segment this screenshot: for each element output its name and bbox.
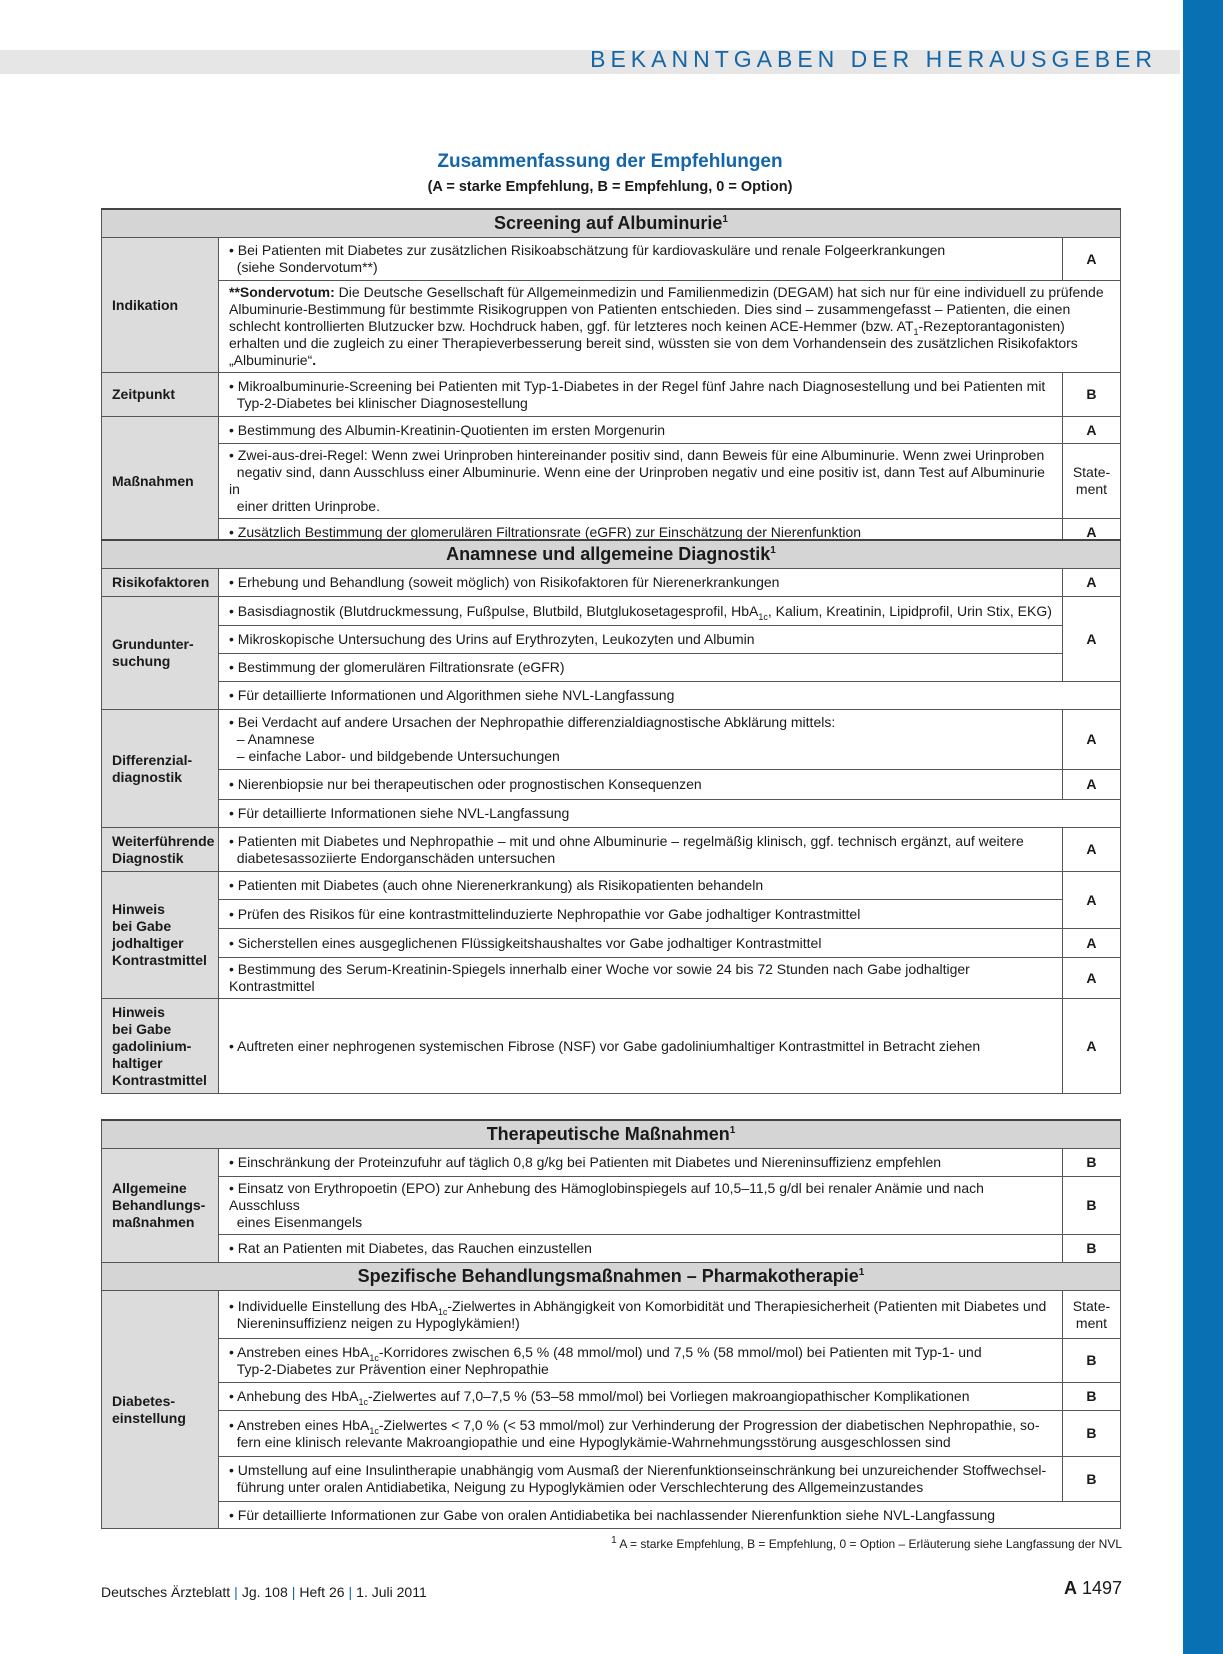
- journal-name: Deutsches Ärzteblatt: [101, 1584, 231, 1600]
- grade-cell: B: [1062, 1177, 1120, 1235]
- page-prefix: A: [1063, 1578, 1077, 1598]
- grade-cell: B: [1062, 373, 1120, 417]
- special-vote-text: **Sondervotum: Die Deutsche Gesellschaft für Allgemeinmedizin und Familienmedizin (DEGAM) hat sich nur für eine individuell zu prüfende Albuminurie-Bestimmung für bestimmte Risikogruppen von Patienten entschieden. Dies sind – zusammengefasst – Patienten, die einen schlecht kontrollierten Blutzucker bzw. Hochdruck haben, ggf. für letzteres noch keinen ACE-Hemmer (bzw. $AT_1-Rezeptorantagonisten$) erhalten und die zugleich zu einer Therapieverbesserung bereit sind, wüssten sie von dem Vorhandensein des zusätzlichen Risikofaktors „Albuminurie“.: [219, 281, 1121, 373]
- recommendation-text: • Anstreben eines HbA$_{1c}$-Zielwertes < 7,0 % (< 53 mmol/mol) zur Verhinderung der Progression der diabetischen Nephropathie, so- fern eine klinisch relevante Makroangiopathie und eine Hypoglykämie-Wahrnehmungsstörung ausgeschlossen sind: [219, 1411, 1063, 1457]
- grade-cell: A: [1062, 958, 1120, 999]
- recommendation-text: • Mikroalbuminurie-Screening bei Patienten mit Typ-1-Diabetes in der Regel fünf Jahre nach Diagnosestellung und bei Patienten mit Typ-2-Diabetes bei klinischer Diagnosestellung: [219, 373, 1063, 417]
- category-cell: Indikation: [102, 238, 219, 373]
- grade-cell: A: [1062, 872, 1120, 929]
- footer-citation: Deutsches Ärzteblatt | Jg. 108 | Heft 26 | 1. Juli 2011: [101, 1584, 427, 1600]
- recommendation-text: • Anhebung des HbA$_{1c}$-Zielwertes auf 7,0–7,5 % (53–58 mmol/mol) bei Vorliegen makroangiopathischer Komplikationen: [219, 1383, 1063, 1411]
- table-heading: Screening auf Albuminurie$^1$: [102, 209, 1121, 238]
- table-heading: Therapeutische Maßnahmen$^1$: [102, 1120, 1121, 1149]
- category-cell: Diabetes- einstellung: [102, 1291, 219, 1529]
- grade-cell: B: [1062, 1235, 1120, 1263]
- grade-cell: State- ment: [1062, 1291, 1120, 1339]
- grade-cell: A: [1062, 519, 1120, 546]
- heading-text: Screening auf Albuminurie: [494, 213, 723, 233]
- page-number-value: 1497: [1081, 1578, 1122, 1598]
- recommendation-text: • Anstreben eines HbA$_{1c}$-Korridores zwischen 6,5 % (48 mmol/mol) und 7,5 % (58 mmol/mol) bei Patienten mit Typ-1- und Typ-2-Diabetes zur Prävention einer Nephropathie: [219, 1339, 1063, 1383]
- table-heading: Spezifische Behandlungsmaßnahmen – Pharmakotherapie$^1$: [102, 1263, 1121, 1291]
- grade-cell: B: [1062, 1149, 1120, 1177]
- table-anamnese: [101, 539, 1121, 1094]
- grade-cell: State- ment: [1062, 444, 1120, 519]
- table-screening: [101, 208, 1121, 546]
- recommendation-text: • Zusätzlich Bestimmung der glomerulären Filtrationsrate (eGFR) zur Einschätzung der Nierenfunktion: [219, 519, 1063, 546]
- recommendation-text: • Basisdiagnostik (Blutdruckmessung, Fußpulse, Blutbild, Blutglukosetagesprofil, HbA$_{1c}$, Kalium, Kreatinin, Lipidprofil, Urin Stix, EKG): [219, 597, 1063, 626]
- recommendation-text: • Einschränkung der Proteinzufuhr auf täglich 0,8 g/kg bei Patienten mit Diabetes und Niereninsuffizienz empfehlen: [219, 1149, 1063, 1177]
- grade-cell: A: [1062, 770, 1120, 800]
- recommendation-text: • Rat an Patienten mit Diabetes, das Rauchen einzustellen: [219, 1235, 1063, 1263]
- journal-issue: Heft 26: [299, 1584, 345, 1600]
- recommendation-text: • Sicherstellen eines ausgeglichenen Flüssigkeitshaushaltes vor Gabe jodhaltiger Kontrastmittel: [219, 929, 1063, 958]
- footnote-text: A = starke Empfehlung, B = Empfehlung, 0 = Option – Erläuterung siehe Langfassung der NVL: [619, 1537, 1122, 1551]
- grade-cell: A: [1062, 597, 1120, 682]
- category-cell: Maßnahmen: [102, 417, 219, 546]
- category-cell: Weiterführende Diagnostik: [102, 828, 219, 872]
- section-header: BEKANNTGABEN DER HERAUSGEBER: [590, 46, 1157, 72]
- journal-date: 1. Juli 2011: [356, 1584, 427, 1600]
- info-text: • Für detaillierte Informationen siehe NVL-Langfassung: [219, 800, 1121, 828]
- recommendation-text: • Bei Verdacht auf andere Ursachen der Nephropathie differenzialdiagnostische Abklärung mittels: – Anamnese – einfache Labor- und bildgebende Untersuchungen: [219, 710, 1063, 770]
- recommendation-text: • Individuelle Einstellung des HbA$_{1c}$-Zielwertes in Abhängigkeit von Komorbidität und Therapiesicherheit (Patienten mit Diabetes und Niereninsuffizienz neigen zu Hypoglykämien!): [219, 1291, 1063, 1339]
- recommendation-text: • Umstellung auf eine Insulintherapie unabhängig vom Ausmaß der Nierenfunktionseinschränkung bei unzureichender Stoffwechsel- führung unter oralen Antidiabetika, Neigung zu Hypoglykämien oder Verschlechterung des Allgemeinzustandes: [219, 1457, 1063, 1502]
- grade-cell: A: [1062, 929, 1120, 958]
- recommendation-text: • Bestimmung der glomerulären Filtrationsrate (eGFR): [219, 654, 1063, 682]
- grade-cell: A: [1062, 569, 1120, 597]
- side-color-bar: [1183, 0, 1223, 1654]
- recommendation-text: • Prüfen des Risikos für eine kontrastmittelinduzierte Nephropathie vor Gabe jodhaltiger Kontrastmittel: [219, 900, 1063, 929]
- recommendation-text: • Mikroskopische Untersuchung des Urins auf Erythrozyten, Leukozyten und Albumin: [219, 626, 1063, 654]
- page-title: Zusammenfassung der Empfehlungen: [437, 151, 783, 172]
- info-text: • Für detaillierte Informationen zur Gabe von oralen Antidiabetika bei nachlassender Nierenfunktion siehe NVL-Langfassung: [219, 1502, 1121, 1529]
- category-cell: Hinweis bei Gabe jodhaltiger Kontrastmittel: [102, 872, 219, 999]
- recommendation-text: • Patienten mit Diabetes und Nephropathie – mit und ohne Albuminurie – regelmäßig klinisch, ggf. technisch ergänzt, auf weitere diabetesassoziierte Endorganschäden untersuchen: [219, 828, 1063, 872]
- grade-cell: A: [1062, 238, 1120, 281]
- category-cell: Grundunter- suchung: [102, 597, 219, 710]
- recommendation-text: • Zwei-aus-drei-Regel: Wenn zwei Urinproben hintereinander positiv sind, dann Beweis für eine Albuminurie. Wenn zwei Urinproben negativ sind, dann Ausschluss einer Albuminurie. Wenn eine der Urinproben negativ und eine positiv ist, dann Test auf Albuminurie in einer dritten Urinprobe.: [219, 444, 1063, 519]
- heading-text: Spezifische Behandlungsmaßnahmen – Pharmakotherapie: [357, 1266, 859, 1286]
- recommendation-text: • Bestimmung des Serum-Kreatinin-Spiegels innerhalb einer Woche vor sowie 24 bis 72 Stunden nach Gabe jodhaltiger Kontrastmittel: [219, 958, 1063, 999]
- grade-cell: B: [1062, 1457, 1120, 1502]
- grade-cell: A: [1062, 828, 1120, 872]
- grade-cell: B: [1062, 1411, 1120, 1457]
- journal-volume: Jg. 108: [241, 1584, 288, 1600]
- grade-cell: A: [1062, 999, 1120, 1094]
- heading-text: Therapeutische Maßnahmen: [486, 1124, 730, 1144]
- recommendation-text: • Auftreten einer nephrogenen systemischen Fibrose (NSF) vor Gabe gadoliniumhaltiger Kontrastmittel in Betracht ziehen: [219, 999, 1063, 1094]
- table-heading: Anamnese und allgemeine Diagnostik$^1$: [102, 540, 1121, 569]
- grade-cell: A: [1062, 710, 1120, 770]
- category-cell: Allgemeine Behandlungs- maßnahmen: [102, 1149, 219, 1263]
- recommendation-text: • Erhebung und Behandlung (soweit möglich) von Risikofaktoren für Nierenerkrankungen: [219, 569, 1063, 597]
- grade-cell: A: [1062, 417, 1120, 444]
- category-cell: Hinweis bei Gabe gadolinium- haltiger Kontrastmittel: [102, 999, 219, 1094]
- table-therapie: [101, 1119, 1121, 1529]
- recommendation-text: • Einsatz von Erythropoetin (EPO) zur Anhebung des Hämoglobinspiegels auf 10,5–11,5 g/dl bei renaler Anämie und nach Ausschluss eines Eisenmangels: [219, 1177, 1063, 1235]
- category-cell: Zeitpunkt: [102, 373, 219, 417]
- category-cell: Differenzial- diagnostik: [102, 710, 219, 828]
- page-subtitle: (A = starke Empfehlung, B = Empfehlung, 0 = Option): [427, 179, 793, 195]
- recommendation-text: • Nierenbiopsie nur bei therapeutischen oder prognostischen Konsequenzen: [219, 770, 1063, 800]
- grade-cell: B: [1062, 1383, 1120, 1411]
- heading-text: Anamnese und allgemeine Diagnostik: [446, 544, 771, 564]
- footnote: $^1$ A = starke Empfehlung, B = Empfehlung, 0 = Option – Erläuterung siehe Langfassung der NVL: [611, 1535, 1122, 1551]
- info-text: • Für detaillierte Informationen und Algorithmen siehe NVL-Langfassung: [219, 682, 1121, 710]
- page-number: [1064, 1578, 1122, 1599]
- category-cell: Risikofaktoren: [102, 569, 219, 597]
- recommendation-text: • Patienten mit Diabetes (auch ohne Nierenerkrankung) als Risikopatienten behandeln: [219, 872, 1063, 900]
- recommendation-text: • Bestimmung des Albumin-Kreatinin-Quotienten im ersten Morgenurin: [219, 417, 1063, 444]
- recommendation-text: • Bei Patienten mit Diabetes zur zusätzlichen Risikoabschätzung für kardiovaskuläre und renale Folgeerkrankungen (siehe Sondervotum**): [219, 238, 1063, 281]
- grade-cell: B: [1062, 1339, 1120, 1383]
